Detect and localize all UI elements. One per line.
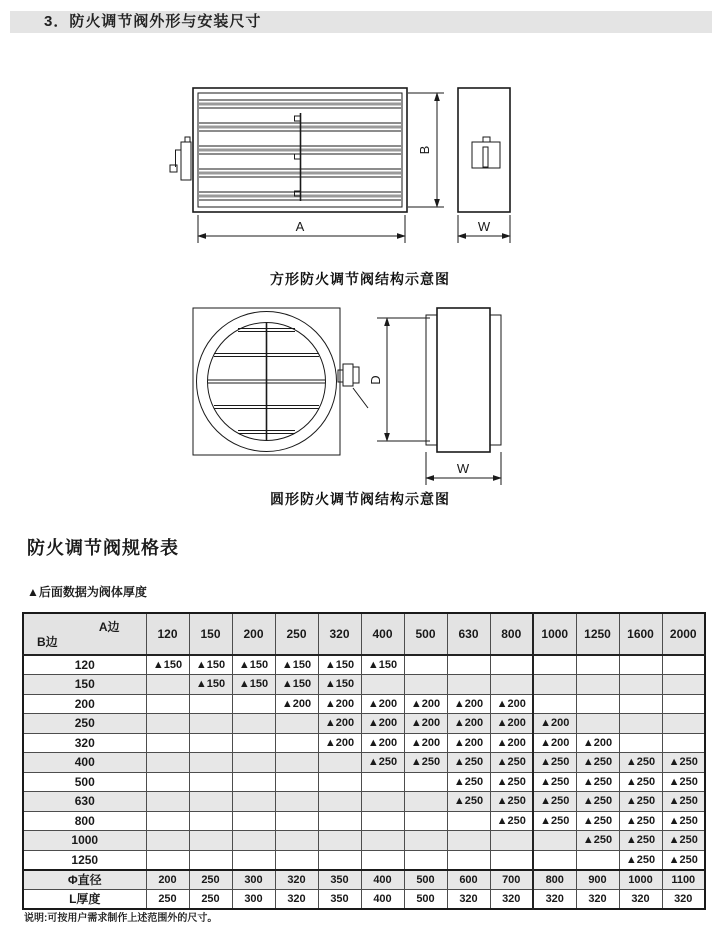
- spec-cell: [361, 772, 404, 792]
- spec-cell: ▲250: [490, 811, 533, 831]
- spec-cell: [533, 850, 576, 870]
- spec-cell: [533, 831, 576, 851]
- col-header-500: 500: [404, 613, 447, 655]
- square-valve-side-view: [458, 88, 510, 212]
- spec-cell: ▲250: [619, 753, 662, 773]
- spec-cell: ▲250: [490, 772, 533, 792]
- spec-cell: [318, 831, 361, 851]
- spec-cell: [146, 850, 189, 870]
- spec-cell: [189, 850, 232, 870]
- spec-cell: [146, 792, 189, 812]
- spec-cell: 400: [361, 889, 404, 909]
- spec-cell: [275, 753, 318, 773]
- spec-cell: [146, 675, 189, 695]
- spec-cell: [576, 694, 619, 714]
- spec-cell: ▲150: [318, 675, 361, 695]
- spec-cell: ▲250: [533, 792, 576, 812]
- spec-cell: [275, 714, 318, 734]
- col-header-250: 250: [275, 613, 318, 655]
- row-header: 500: [23, 772, 146, 792]
- spec-cell: [490, 850, 533, 870]
- spec-cell: ▲250: [533, 811, 576, 831]
- spec-cell: ▲200: [447, 733, 490, 753]
- spec-cell: [189, 714, 232, 734]
- table-row: [23, 655, 705, 675]
- spec-cell: [447, 811, 490, 831]
- row-header: 1000: [23, 831, 146, 851]
- spec-cell: [490, 675, 533, 695]
- corner-b-label: B边: [37, 635, 58, 649]
- spec-cell: [404, 655, 447, 675]
- spec-cell: ▲250: [490, 792, 533, 812]
- row-header: Φ直径: [23, 870, 146, 890]
- table-row: [23, 870, 705, 890]
- spec-cell: [619, 675, 662, 695]
- spec-cell: [146, 753, 189, 773]
- dimension-b: [408, 93, 444, 207]
- table-row: [23, 850, 705, 870]
- spec-cell: [275, 733, 318, 753]
- spec-cell: ▲250: [576, 772, 619, 792]
- circular-louvers: [208, 323, 326, 441]
- spec-cell: ▲150: [232, 675, 275, 695]
- table-row: [23, 694, 705, 714]
- col-header-2000: 2000: [662, 613, 705, 655]
- spec-cell: ▲150: [189, 655, 232, 675]
- spec-cell: ▲250: [619, 831, 662, 851]
- spec-table-title: 防火调节阀规格表: [27, 538, 179, 558]
- spec-cell: [146, 733, 189, 753]
- spec-cell: ▲200: [404, 714, 447, 734]
- spec-cell: ▲200: [404, 694, 447, 714]
- spec-cell: [232, 714, 275, 734]
- spec-cell: [146, 772, 189, 792]
- spec-cell: [232, 733, 275, 753]
- spec-cell: ▲250: [662, 811, 705, 831]
- spec-cell: 500: [404, 889, 447, 909]
- spec-cell: ▲150: [275, 675, 318, 695]
- spec-cell: 200: [146, 870, 189, 890]
- spec-cell: 250: [189, 870, 232, 890]
- circular-actuator: [338, 364, 368, 408]
- spec-cell: [662, 714, 705, 734]
- spec-cell: ▲200: [533, 714, 576, 734]
- thickness-note: ▲后面数据为阀体厚度: [27, 585, 147, 599]
- spec-cell: ▲150: [232, 655, 275, 675]
- crank-actuator: [170, 137, 191, 180]
- spec-cell: ▲250: [576, 811, 619, 831]
- spec-cell: [275, 811, 318, 831]
- spec-cell: [146, 831, 189, 851]
- spec-cell: 320: [447, 889, 490, 909]
- spec-cell: [189, 694, 232, 714]
- spec-cell: ▲200: [361, 694, 404, 714]
- dim-label-a: A: [295, 219, 305, 234]
- table-row: [23, 889, 705, 909]
- spec-cell: ▲250: [533, 772, 576, 792]
- spec-cell: [619, 655, 662, 675]
- spec-cell: [662, 733, 705, 753]
- footer-note: 说明:可按用户需求制作上述范围外的尺寸。: [24, 913, 218, 924]
- spec-cell: ▲250: [662, 772, 705, 792]
- spec-cell: [662, 675, 705, 695]
- row-header: 630: [23, 792, 146, 812]
- spec-cell: [533, 655, 576, 675]
- spec-cell: ▲250: [619, 792, 662, 812]
- spec-cell: 350: [318, 870, 361, 890]
- col-header-800: 800: [490, 613, 533, 655]
- spec-cell: [318, 811, 361, 831]
- spec-cell: [576, 714, 619, 734]
- table-row: [23, 733, 705, 753]
- spec-cell: [232, 753, 275, 773]
- row-header: 120: [23, 655, 146, 675]
- spec-table-container: [22, 612, 706, 910]
- spec-cell: ▲200: [447, 694, 490, 714]
- spec-cell: ▲200: [490, 714, 533, 734]
- spec-cell: ▲200: [318, 733, 361, 753]
- table-header-row: [23, 613, 705, 655]
- spec-cell: ▲200: [576, 733, 619, 753]
- spec-cell: 320: [662, 889, 705, 909]
- spec-cell: [146, 811, 189, 831]
- spec-cell: [361, 675, 404, 695]
- spec-cell: [232, 850, 275, 870]
- circular-valve-caption: 圆形防火调节阀结构示意图: [270, 491, 450, 507]
- dimension-a: [198, 215, 405, 243]
- col-header-150: 150: [189, 613, 232, 655]
- spec-cell: [232, 694, 275, 714]
- col-header-630: 630: [447, 613, 490, 655]
- spec-cell: [447, 655, 490, 675]
- spec-cell: ▲250: [361, 753, 404, 773]
- col-header-200: 200: [232, 613, 275, 655]
- row-header: L厚度: [23, 889, 146, 909]
- spec-cell: ▲250: [490, 753, 533, 773]
- col-header-1000: 1000: [533, 613, 576, 655]
- spec-cell: [404, 811, 447, 831]
- row-header: 150: [23, 675, 146, 695]
- spec-cell: ▲250: [662, 831, 705, 851]
- spec-cell: [490, 831, 533, 851]
- spec-cell: [533, 694, 576, 714]
- spec-cell: [189, 772, 232, 792]
- square-valve-caption: 方形防火调节阀结构示意图: [270, 271, 450, 287]
- spec-cell: ▲200: [490, 733, 533, 753]
- spec-cell: [232, 831, 275, 851]
- spec-cell: [189, 811, 232, 831]
- table-row: [23, 675, 705, 695]
- dim-label-w-circular: W: [456, 461, 470, 476]
- spec-cell: [232, 792, 275, 812]
- spec-cell: 400: [361, 870, 404, 890]
- dimension-d: [368, 318, 430, 441]
- spec-cell: ▲150: [275, 655, 318, 675]
- col-header-120: 120: [146, 613, 189, 655]
- spec-cell: ▲250: [447, 792, 490, 812]
- spec-cell: [619, 694, 662, 714]
- spec-cell: 1000: [619, 870, 662, 890]
- spec-cell: [361, 792, 404, 812]
- dim-label-b: B: [417, 145, 432, 155]
- row-header: 250: [23, 714, 146, 734]
- spec-cell: ▲250: [576, 831, 619, 851]
- spec-cell: ▲250: [619, 850, 662, 870]
- spec-cell: 500: [404, 870, 447, 890]
- dimension-w-circular: [426, 452, 501, 485]
- row-header: 400: [23, 753, 146, 773]
- table-row: [23, 811, 705, 831]
- spec-cell: [662, 655, 705, 675]
- table-row: [23, 714, 705, 734]
- spec-cell: [447, 850, 490, 870]
- spec-cell: ▲250: [619, 772, 662, 792]
- spec-cell: 1100: [662, 870, 705, 890]
- spec-cell: [447, 675, 490, 695]
- dimension-w-square: [458, 215, 510, 243]
- spec-cell: ▲250: [619, 811, 662, 831]
- dim-label-w-square: W: [477, 219, 491, 234]
- row-header: 1250: [23, 850, 146, 870]
- spec-cell: ▲200: [361, 733, 404, 753]
- spec-cell: ▲150: [146, 655, 189, 675]
- circular-valve-side-view: [426, 308, 501, 452]
- spec-cell: [275, 772, 318, 792]
- spec-cell: [447, 831, 490, 851]
- col-header-320: 320: [318, 613, 361, 655]
- spec-cell: [146, 694, 189, 714]
- spec-cell: ▲250: [576, 792, 619, 812]
- spec-cell: ▲200: [361, 714, 404, 734]
- spec-cell: [318, 792, 361, 812]
- spec-cell: [318, 850, 361, 870]
- spec-cell: [146, 714, 189, 734]
- row-header: 800: [23, 811, 146, 831]
- spec-cell: ▲200: [318, 714, 361, 734]
- page-title: 3．防火调节阀外形与安装尺寸: [44, 13, 262, 30]
- spec-cell: ▲200: [447, 714, 490, 734]
- spec-cell: [576, 675, 619, 695]
- spec-cell: [404, 831, 447, 851]
- spec-cell: [576, 655, 619, 675]
- spec-cell: ▲200: [490, 694, 533, 714]
- spec-cell: [404, 772, 447, 792]
- spec-cell: [404, 850, 447, 870]
- spec-cell: 320: [275, 870, 318, 890]
- corner-a-label: A边: [98, 620, 120, 634]
- spec-cell: [275, 850, 318, 870]
- spec-cell: [189, 831, 232, 851]
- table-row: [23, 792, 705, 812]
- spec-cell: [318, 753, 361, 773]
- table-corner-cell: [23, 613, 146, 655]
- spec-cell: [318, 772, 361, 792]
- spec-cell: [361, 811, 404, 831]
- spec-cell: 700: [490, 870, 533, 890]
- spec-cell: [576, 850, 619, 870]
- spec-cell: [361, 850, 404, 870]
- spec-cell: 900: [576, 870, 619, 890]
- table-row: [23, 772, 705, 792]
- spec-cell: [361, 831, 404, 851]
- spec-cell: 250: [146, 889, 189, 909]
- spec-cell: 320: [275, 889, 318, 909]
- spec-cell: [619, 714, 662, 734]
- spec-cell: [189, 753, 232, 773]
- spec-cell: [619, 733, 662, 753]
- spec-cell: 350: [318, 889, 361, 909]
- spec-cell: [404, 792, 447, 812]
- col-header-400: 400: [361, 613, 404, 655]
- spec-cell: ▲200: [533, 733, 576, 753]
- spec-cell: 320: [533, 889, 576, 909]
- spec-cell: ▲250: [447, 772, 490, 792]
- spec-cell: ▲250: [576, 753, 619, 773]
- row-header: 200: [23, 694, 146, 714]
- spec-cell: ▲250: [662, 792, 705, 812]
- spec-cell: ▲250: [662, 753, 705, 773]
- spec-cell: ▲200: [318, 694, 361, 714]
- square-valve-diagram: [150, 75, 530, 257]
- spec-cell: ▲250: [662, 850, 705, 870]
- spec-cell: [275, 792, 318, 812]
- spec-cell: [189, 792, 232, 812]
- col-header-1600: 1600: [619, 613, 662, 655]
- table-row: [23, 753, 705, 773]
- spec-cell: [490, 655, 533, 675]
- dim-label-d: D: [368, 375, 383, 385]
- spec-cell: [404, 675, 447, 695]
- spec-cell: 800: [533, 870, 576, 890]
- section-header-bar: [10, 11, 712, 33]
- spec-cell: ▲200: [275, 694, 318, 714]
- table-row: [23, 831, 705, 851]
- spec-cell: 600: [447, 870, 490, 890]
- spec-cell: [232, 811, 275, 831]
- spec-cell: ▲250: [404, 753, 447, 773]
- spec-cell: ▲250: [447, 753, 490, 773]
- circular-valve-diagram: [150, 300, 530, 492]
- spec-cell: 320: [619, 889, 662, 909]
- spec-cell: 300: [232, 870, 275, 890]
- spec-cell: ▲150: [318, 655, 361, 675]
- spec-cell: 250: [189, 889, 232, 909]
- spec-cell: ▲150: [189, 675, 232, 695]
- spec-cell: 300: [232, 889, 275, 909]
- spec-cell: ▲250: [533, 753, 576, 773]
- spec-cell: 320: [490, 889, 533, 909]
- spec-cell: ▲200: [404, 733, 447, 753]
- spec-cell: 320: [576, 889, 619, 909]
- spec-cell: [189, 733, 232, 753]
- col-header-1250: 1250: [576, 613, 619, 655]
- spec-cell: [533, 675, 576, 695]
- spec-cell: [232, 772, 275, 792]
- row-header: 320: [23, 733, 146, 753]
- spec-table: [22, 612, 706, 910]
- spec-cell: [662, 694, 705, 714]
- spec-cell: ▲150: [361, 655, 404, 675]
- spec-cell: [275, 831, 318, 851]
